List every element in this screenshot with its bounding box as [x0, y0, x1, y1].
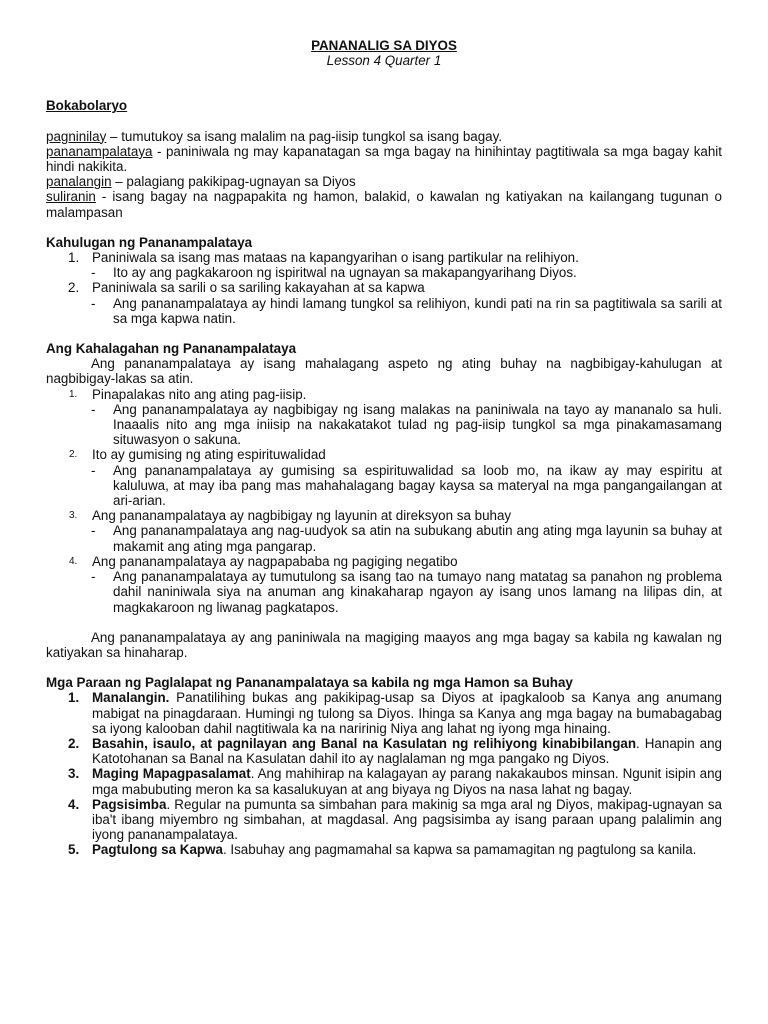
list-item [46, 554, 722, 569]
list-item [46, 766, 722, 796]
list-number: 3. [68, 766, 80, 782]
dash-bullet: - [91, 462, 96, 478]
list-item [46, 387, 722, 402]
list-number: 1. [68, 250, 80, 266]
sub-item [46, 265, 722, 280]
dash-bullet: - [91, 523, 96, 539]
list-item [46, 736, 722, 766]
list-item [46, 690, 722, 736]
sub-text: Ang pananampalataya ay nagbibigay ng isang malakas na paniniwala na tayo ay mananalo sa huli. Inaaalis nito ang mga iniisip na nakakatakot tulad ng pag-iisip tungkol sa mga pinakamasamang situwasyon o sakuna. [113, 401, 722, 448]
vocab-def: – palagiang pakikipag-ugnayan sa Diyos [111, 174, 356, 190]
sub-item [46, 402, 722, 448]
list-item [46, 250, 722, 265]
kahalagahan-intro: Ang pananampalataya ay isang mahalagang aspeto ng ating buhay na nagbibigay-kahulugan at nagbibigay-lakas sa atin. [46, 356, 722, 387]
list-text: Ang pananampalataya ay nagbibigay ng layunin at direksyon sa buhay [92, 508, 512, 524]
list-bold-lead: Basahin, isaulo, at pagnilayan ang Banal na Kasulatan ng relihiyong kinabibilangan [92, 735, 637, 751]
list-number: 5. [68, 842, 80, 858]
list-number: 1. [69, 388, 78, 400]
list-bold-lead: Pagtulong sa Kapwa [92, 842, 223, 858]
list-text: Paniniwala sa sarili o sa sariling kakayahan at sa kapwa [92, 280, 425, 296]
list-text: . Hanapin ang Katotohanan sa Banal na Kasulatan dahil ito ay naglalaman ng mga pangako ng Diyos. [92, 735, 722, 767]
list-text: Paniniwala sa isang mas mataas na kapangyarihan o isang partikular na relihiyon. [92, 250, 579, 266]
list-item [46, 280, 722, 295]
sub-text: Ang pananampalataya ay hindi lamang tungkol sa relihiyon, kundi pati na rin sa pagtitiwala sa sarili at sa mga kapwa natin. [113, 295, 722, 326]
list-text: . Ang mahihirap na kalagayan ay parang nakakaubos minsan. Ngunit isipin ang mga mabubuting meron ka sa kasalukuyan at ang biyaya ng Diyos na nasa lahat ng bagay. [92, 766, 722, 797]
vocab-def: - paniniwala ng may kapanatagan sa mga bagay na hinihintay pagtitiwala sa mga bagay kahit hindi nakikita. [46, 143, 722, 175]
vocab-item [46, 144, 722, 174]
list-text: Panatilihing bukas ang pakikipag-usap sa Diyos at ipagkaloob sa Kanya ang anumang mabigat na pinagdaraan. Humingi ng tulong sa Diyos. Ihinga sa Kanya ang mga bagay na bumabagabag sa iyong kalooban dahil nagtitiwala ka na naririnig Niya ang lahat ng iyong mga hinaing. [92, 690, 722, 736]
vocab-term: suliranin [46, 189, 96, 205]
sub-text: Ito ay ang pagkakaroon ng ispiritwal na ugnayan sa makapangyarihang Diyos. [113, 265, 577, 281]
list-number: 3. [69, 510, 78, 522]
sub-item [46, 296, 722, 326]
document-page [46, 38, 722, 858]
vocab-def: - isang bagay na nagpapakita ng hamon, balakid, o kawalan ng katiyakan na kailangang tugunan o malampasan [46, 189, 722, 220]
vocab-term: pagninilay [46, 128, 107, 144]
list-number: 4. [68, 796, 80, 812]
list-number: 4. [69, 555, 78, 567]
dash-bullet: - [91, 401, 96, 417]
kahalagahan-closing: Ang pananampalataya ay ang paniniwala na magiging maayos ang mga bagay sa kabila ng kawalan ng katiyakan sa hinaharap. [46, 629, 722, 660]
list-text: Pinapalakas nito ang ating pag-iisip. [92, 386, 307, 402]
list-bold-lead: Manalangin. [92, 690, 170, 706]
list-number: 2. [68, 735, 80, 751]
list-text: . Regular na pumunta sa simbahan para makinig sa mga aral ng Diyos, makipag-ugnayan sa iba't ibang miyembro ng simbahan, at magdasal. Ang pagsisimba ay isang paraan upang palalimin ang iyong pananampalataya. [92, 796, 722, 843]
document-title: PANANALIG SA DIYOS [311, 38, 457, 53]
list-bold-lead: Maging Mapagpasalamat [92, 766, 251, 782]
list-item [46, 797, 722, 843]
vocab-item [46, 189, 722, 219]
list-item [46, 447, 722, 462]
sub-item [46, 463, 722, 509]
sub-item [46, 523, 722, 553]
dash-bullet: - [91, 265, 96, 281]
list-item [46, 842, 722, 857]
sub-text: Ang pananampalataya ang nag-uudyok sa atin na subukang abutin ang ating mga layunin sa buhay at makamit ang ating mga pangarap. [113, 523, 722, 554]
sub-item [46, 569, 722, 615]
vocab-item [46, 174, 722, 189]
sub-text: Ang pananampalataya ay tumutulong sa isang tao na tumayo nang matatag sa panahon ng problema dahil naniniwala siya na anuman ang kinakaharap ngayon ay isang unos lamang na lilipas din, at magkakaroon ng liwanag pagkatapos. [113, 569, 722, 615]
vocab-item [46, 129, 722, 144]
kahulugan-heading: Kahulugan ng Pananampalataya [46, 234, 253, 250]
list-bold-lead: Pagsisimba [92, 796, 167, 812]
list-text: . Isabuhay ang pagmamahal sa kapwa sa pamamagitan ng pagtulong sa kanila. [222, 842, 697, 858]
vocab-term: pananampalataya [46, 143, 153, 159]
dash-bullet: - [91, 295, 96, 311]
list-text: Ito ay gumising ng ating espirituwalidad [92, 447, 326, 463]
paraan-heading: Mga Paraan ng Paglalapat ng Pananampalataya sa kabila ng mga Hamon sa Buhay [46, 675, 573, 691]
sub-text: Ang pananampalataya ay gumising sa espirituwalidad sa loob mo, na ikaw ay may espiritu at kaluluwa, at may iba pang mas mahahalagang bagay kaysa sa materyal na mga pangangailangan at ari-arian. [113, 462, 722, 509]
list-number: 2. [68, 280, 80, 296]
vocab-def: – tumutukoy sa isang malalim na pag-iisip tungkol sa isang bagay. [106, 128, 503, 144]
vocab-heading: Bokabolaryo [46, 98, 128, 114]
kahalagahan-heading: Ang Kahalagahan ng Pananampalataya [46, 341, 297, 357]
list-number: 1. [68, 690, 80, 706]
list-text: Ang pananampalataya ay nagpapababa ng pagiging negatibo [92, 553, 458, 569]
dash-bullet: - [91, 569, 96, 585]
vocab-term: panalangin [46, 174, 112, 190]
list-number: 2. [69, 449, 78, 461]
document-subtitle: Lesson 4 Quarter 1 [326, 53, 442, 69]
list-item [46, 508, 722, 523]
